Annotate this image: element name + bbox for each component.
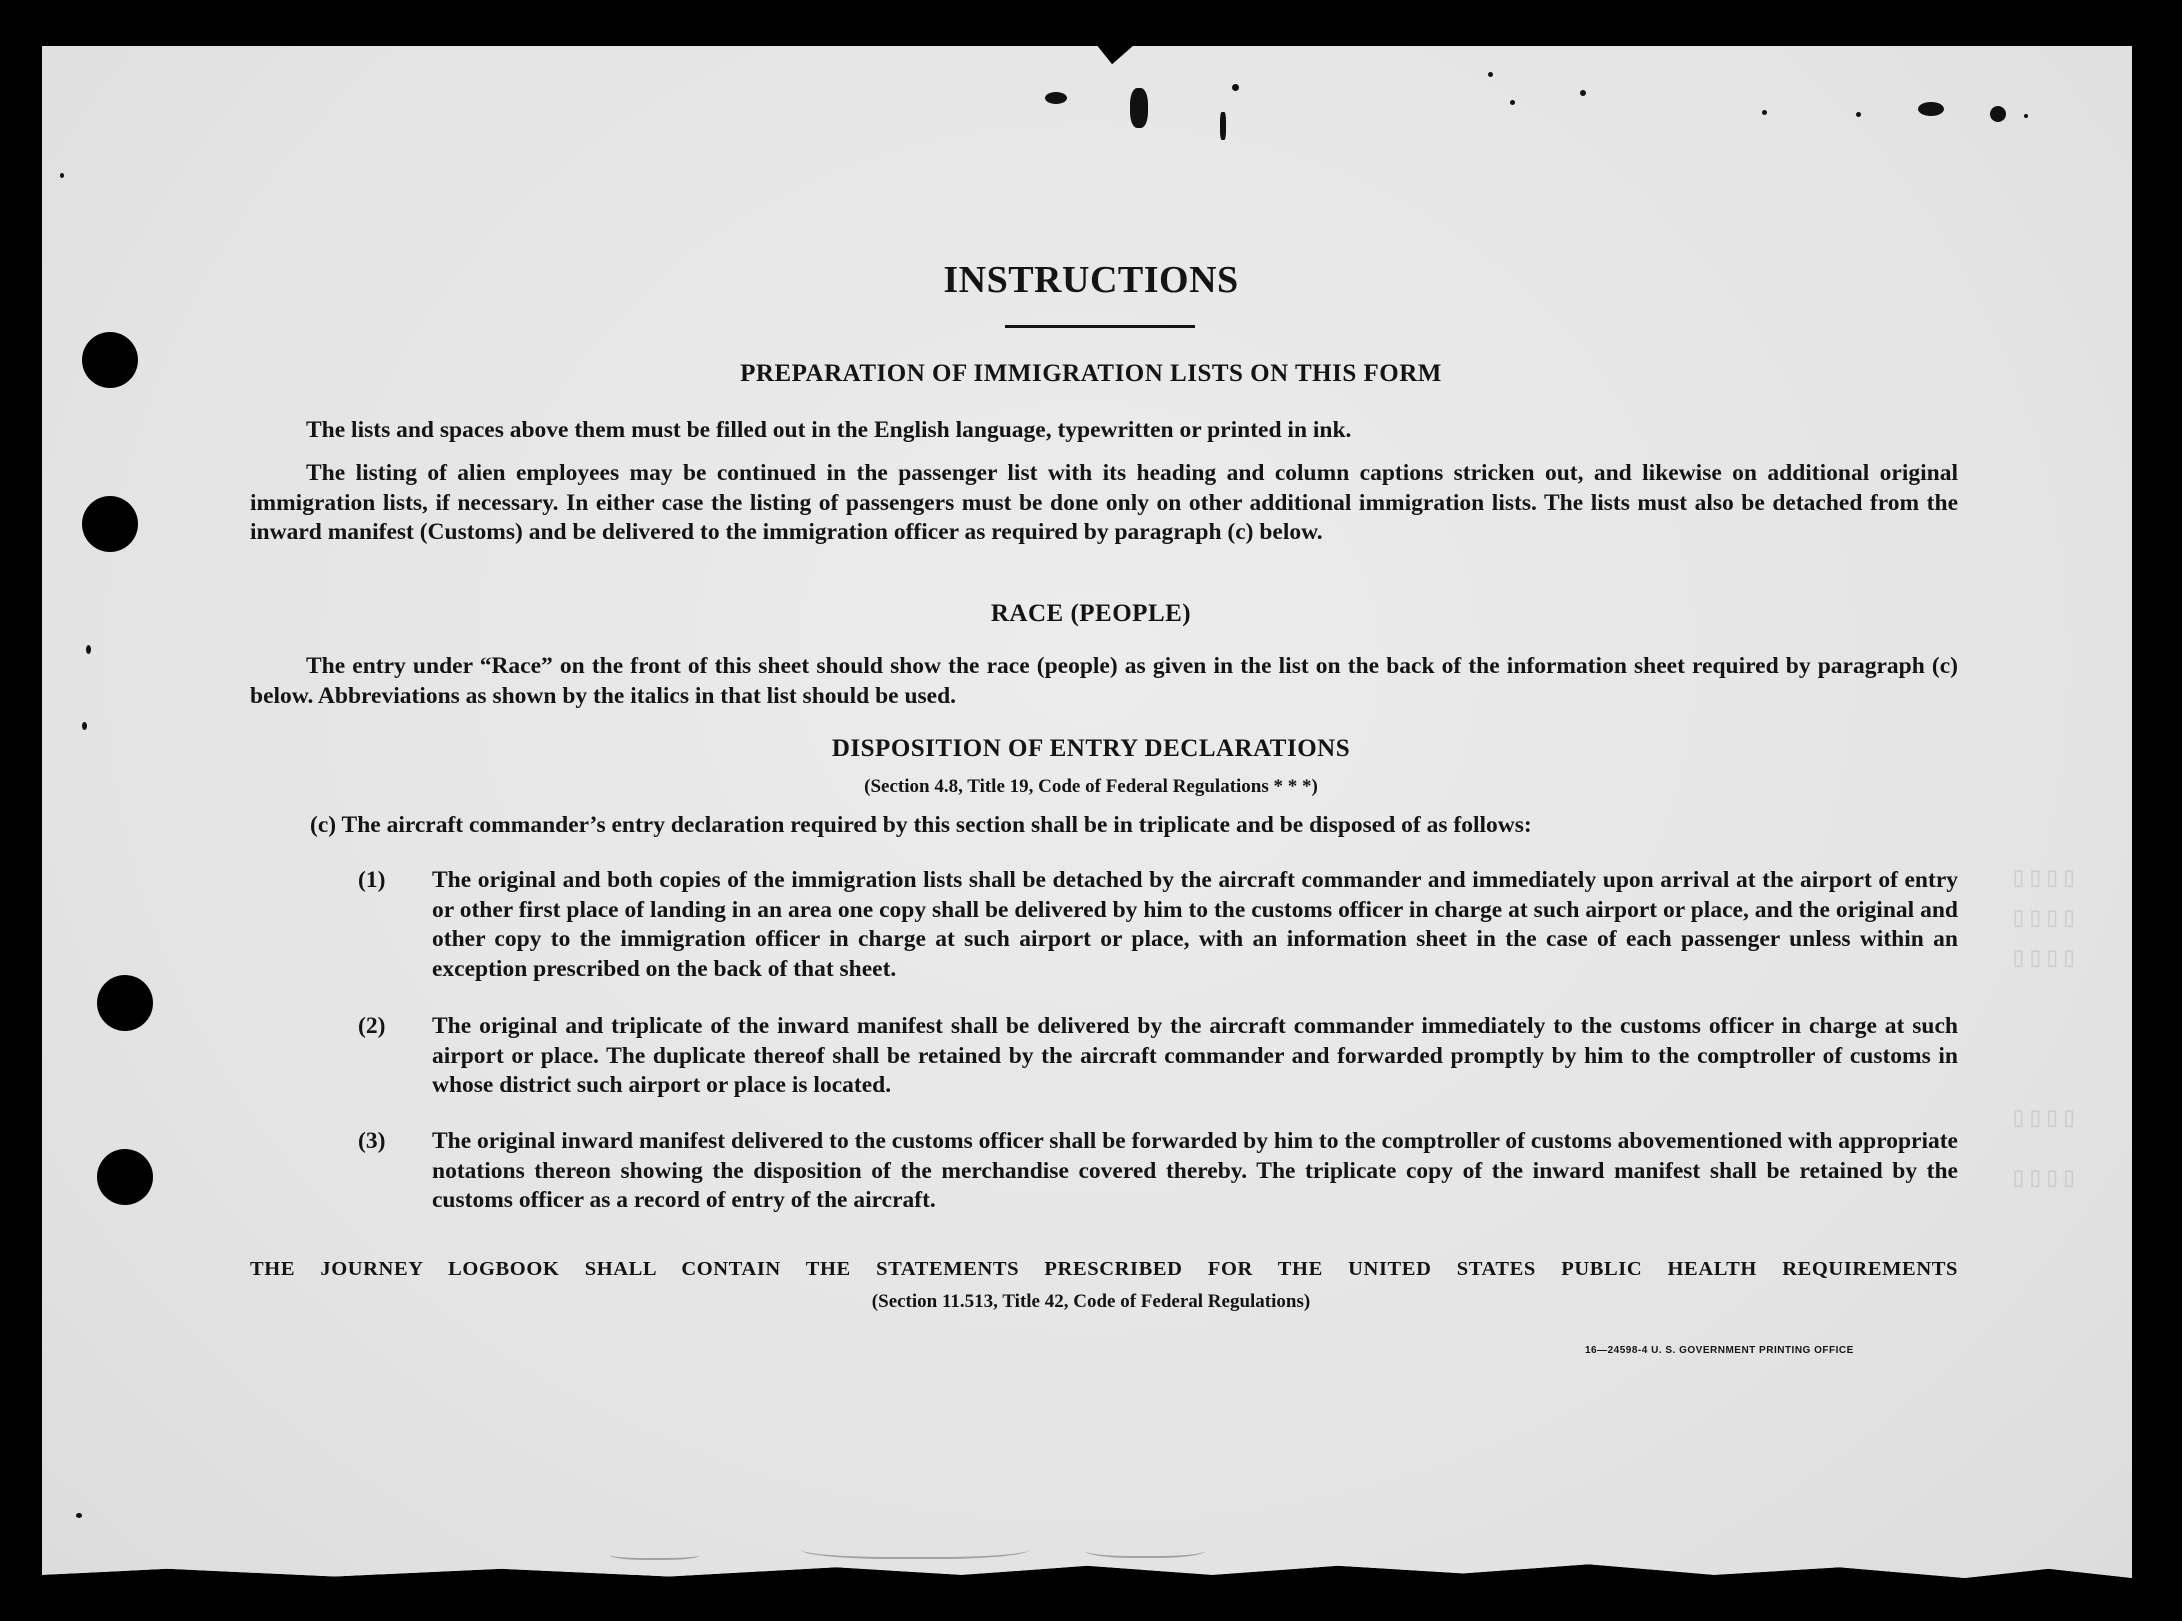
ink-speck <box>1990 106 2006 122</box>
ink-speck <box>1762 110 1767 115</box>
page-title: INSTRUCTIONS <box>943 259 1239 301</box>
bleed-through-mark: ▯▯▯▯ <box>2010 944 2078 975</box>
ink-speck <box>60 173 64 178</box>
health-requirements-statement: THE JOURNEY LOGBOOK SHALL CONTAIN THE STATEMENTS PRESCRIBED FOR THE UNITED STATES PUBLIC HEALTH REQUIREMENTS <box>250 1258 1958 1280</box>
punch-hole <box>97 1149 153 1205</box>
list-item-number: (3) <box>358 1128 386 1154</box>
list-item-text: The original and triplicate of the inward manifest shall be delivered by the aircraft commander immediately to the customs officer in charge at such airport or place. The duplicate thereof shall be retained by the aircraft commander and forwarded promptly by him to the comptroller of customs in whose district such airport or place is located. <box>432 1013 1958 1098</box>
punch-hole <box>97 975 153 1031</box>
punch-hole <box>82 496 138 552</box>
bleed-through-mark: ▯▯▯▯ <box>2010 1104 2078 1135</box>
section-heading-race: RACE (PEOPLE) <box>990 600 1192 627</box>
signature-scribble <box>800 1535 1030 1559</box>
list-item <box>358 1127 1958 1216</box>
list-item <box>358 866 1958 984</box>
ink-speck <box>1220 112 1226 140</box>
ink-speck <box>2024 114 2028 118</box>
printing-office-code: 16—24598-4 U. S. GOVERNMENT PRINTING OFFICE <box>1585 1345 1854 1356</box>
ink-speck <box>1856 112 1861 117</box>
health-requirements-citation: (Section 11.513, Title 42, Code of Federal Regulations) <box>871 1291 1311 1312</box>
ink-speck <box>1580 90 1586 96</box>
paragraph-alien-employees: The listing of alien employees may be continued in the passenger list with its heading and column captions stricken out, and likewise on additional original immigration lists, if necessary. In either case the listing of passengers must be done only on other additional immigration lists. The lists must also be detached from the inward manifest (Customs) and be delivered to the immigration officer as required by paragraph (c) below. <box>250 460 1958 545</box>
paragraph-c-intro: (c) The aircraft commander’s entry declaration required by this section shall be in triplicate and be disposed of as follows: <box>310 812 1532 838</box>
title-underline <box>1005 325 1195 328</box>
ink-speck <box>1232 84 1239 91</box>
section-heading-disposition: DISPOSITION OF ENTRY DECLARATIONS <box>831 735 1351 762</box>
ink-speck <box>1488 72 1493 77</box>
ink-speck <box>86 645 91 654</box>
paragraph-english-language: The lists and spaces above them must be filled out in the English language, typewritten or printed in ink. <box>306 417 1352 443</box>
bleed-through-mark: ▯▯▯▯ <box>2010 1164 2078 1195</box>
bleed-through-mark: ▯▯▯▯ <box>2010 904 2078 935</box>
ink-speck <box>1130 88 1148 128</box>
ink-speck <box>76 1513 82 1518</box>
signature-scribble <box>1085 1540 1205 1558</box>
ink-speck <box>1510 100 1515 105</box>
ink-speck <box>82 722 87 730</box>
signature-scribble <box>610 1548 700 1560</box>
list-item-number: (2) <box>358 1013 386 1039</box>
list-item-text: The original inward manifest delivered to the customs officer shall be forwarded by him to the comptroller of customs abovementioned with appropriate notations thereon showing the disposition of the merchandise covered thereby. The triplicate copy of the inward manifest shall be retained by the customs officer as a record of entry of the aircraft. <box>432 1128 1958 1213</box>
ink-speck <box>1918 102 1944 116</box>
bleed-through-mark: ▯▯▯▯ <box>2010 864 2078 895</box>
section-heading-preparation: PREPARATION OF IMMIGRATION LISTS ON THIS FORM <box>740 360 1442 387</box>
ink-speck <box>1045 92 1067 104</box>
list-item-text: The original and both copies of the immigration lists shall be detached by the aircraft commander and immediately upon arrival at the airport of entry or other first place of landing in an area one copy shall be delivered by him to the customs officer in charge at such airport or place, and the original and other copy to the immigration officer in charge at such airport or place, with an information sheet in the case of each passenger unless within an exception prescribed on the back of that sheet. <box>432 867 1958 982</box>
section-citation: (Section 4.8, Title 19, Code of Federal Regulations * * *) <box>864 776 1318 797</box>
list-item <box>358 1012 1958 1101</box>
list-item-number: (1) <box>358 867 386 893</box>
paragraph-race-entry: The entry under “Race” on the front of this sheet should show the race (people) as given in the list on the back of the information sheet required by paragraph (c) below. Abbreviations as shown by the italics in that list should be used. <box>250 653 1958 709</box>
